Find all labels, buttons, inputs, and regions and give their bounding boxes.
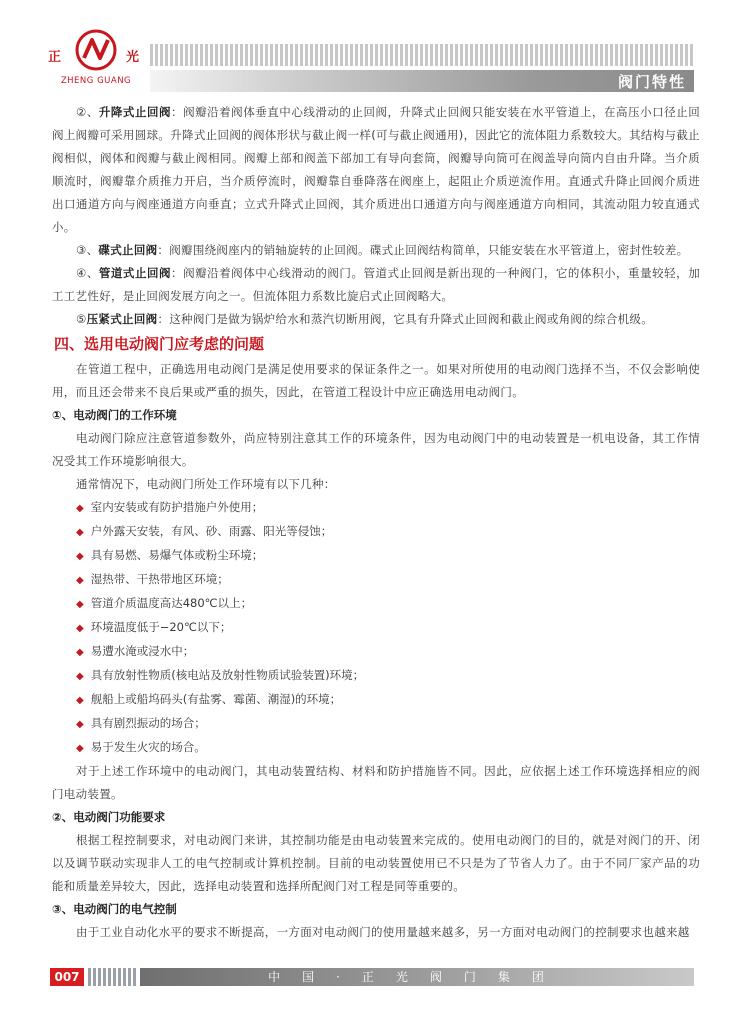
section-heading: 四、选用电动阀门应考虑的问题: [54, 335, 265, 353]
item-number: ⑤: [76, 312, 87, 326]
header-stripes: [150, 44, 694, 66]
logo-char-left: 正: [48, 50, 62, 65]
company-logo: [42, 28, 150, 90]
item-press-check-valve: [52, 308, 700, 331]
section-intro: 在管道工程中，正确选用电动阀门是满足使用要求的保证条件之一。如果对所使用的电动阀门选择不当，不仅会影响使用，而且还会带来不良后果或严重的损失，因此，在管道工程设计中应正确选用电动阀门。: [52, 362, 700, 399]
item-text: ：这种阀门是做为锅炉给水和蒸汽切断用阀，它具有升降式止回阀和截止阀或角阀的综合机级。: [157, 312, 654, 326]
diamond-bullet-icon: ◆: [76, 575, 84, 586]
paragraph: 由于工业自动化水平的要求不断提高，一方面对电动阀门的使用量越来越多，另一方面对电动阀门的控制要求也越来越: [76, 925, 690, 939]
item-number: ②、: [76, 105, 99, 119]
item-keyword: 管道式止回阀: [98, 266, 172, 280]
diamond-bullet-icon: ◆: [76, 743, 84, 754]
page-number: 007: [50, 968, 84, 986]
item-butterfly-check-valve: [52, 239, 700, 262]
footer-bar: [140, 968, 694, 986]
footer-company: 中国·正光阀门集团: [268, 970, 566, 984]
diamond-bullet-icon: ◆: [76, 599, 84, 610]
diamond-bullet-icon: ◆: [76, 719, 84, 730]
diamond-bullet-icon: ◆: [76, 671, 84, 682]
list-item: ◆ 环境温度低于−20℃以下；: [76, 620, 232, 634]
list-item: ◆ 湿热带、干热带地区环境；: [76, 572, 229, 586]
page-title: 阀门特性: [617, 73, 686, 91]
subsection-heading-function: ②、电动阀门功能要求: [52, 810, 166, 824]
logo-english: ZHENG GUANG: [60, 76, 132, 86]
item-text: ：阀瓣沿着阀体中心线滑动的阀门。管道式止回阀是新出现的一种阀门，它的体积小，重量较轻，加工工艺性好，是止回阀发展方向之一。但流体阻力系数比旋启式止回阀略大。: [52, 266, 700, 303]
item-text: ：阀瓣沿着阀体垂直中心线滑动的止回阀，升降式止回阀只能安装在水平管道上，在高压小口径止回阀上阀瓣可采用圆球。升降式止回阀的阀体形状与截止阀一样(可与截止阀通用)，因此它的流体阻力系数较大。其结构与截止阀相似，阀体和阀瓣与截止阀相同。阀瓣上部和阀盖下部加工有导向套筒，阀瓣导向筒可在阀盖导向筒内自由升降。当介质顺流时，阀瓣靠介质推力开启，当介质停流时，阀瓣靠自垂降落在阀座上，起阻止介质逆流作用。直通式升降止回阀介质进出口通道方向与阀座通道方向垂直；立式升降式止回阀，其介质进出口通道方向与阀座通道方向相同，其流动阻力较直通式小。: [52, 105, 700, 234]
page-content: [52, 101, 700, 944]
list-item: ◆ 易于发生火灾的场合。: [76, 740, 206, 754]
list-item: ◆ 舰船上或船坞码头(有盐雾、霉菌、潮湿)的环境；: [76, 692, 342, 706]
item-number: ④、: [76, 266, 99, 280]
item-text: ：阀瓣围绕阀座内的销轴旋转的止回阀。碟式止回阀结构简单，只能安装在水平管道上，密封性较差。: [157, 243, 689, 257]
environment-list: [52, 496, 700, 760]
subsection-heading-electrical-control: ③、电动阀门的电气控制: [52, 902, 177, 916]
header-bar: [150, 70, 694, 92]
footer-stripes: [88, 968, 138, 986]
diamond-bullet-icon: ◆: [76, 695, 84, 706]
list-item: ◆ 管道介质温度高达480℃以上；: [76, 596, 253, 610]
paragraph: 根据工程控制要求，对电动阀门来讲，其控制功能是由电动装置来完成的。使用电动阀门的目的，就是对阀门的开、闭以及调节联动实现非人工的电气控制或计算机控制。目前的电动装置使用已不只是为了节省人力了。由于不同厂家产品的功能和质量差异较大，因此，选择电动装置和选择所配阀门对工程是同等重要的。: [52, 833, 700, 893]
item-keyword: 碟式止回阀: [98, 243, 158, 257]
zhengguang-logo-icon: [74, 28, 118, 72]
diamond-bullet-icon: ◆: [76, 623, 84, 634]
item-keyword: 压紧式止回阀: [86, 312, 158, 326]
logo-char-right: 光: [126, 50, 140, 65]
diamond-bullet-icon: ◆: [76, 551, 84, 562]
subsection-heading-environment: ①、电动阀门的工作环境: [52, 408, 177, 422]
list-item: ◆ 具有放射性物质(核电站及放射性物质试验装置)环境；: [76, 668, 365, 682]
list-item: ◆ 易遭水淹或浸水中；: [76, 644, 195, 658]
list-item: ◆ 具有易燃、易爆气体或粉尘环境；: [76, 548, 264, 562]
diamond-bullet-icon: ◆: [76, 503, 84, 514]
item-number: ③、: [76, 243, 99, 257]
list-item: ◆ 具有剧烈振动的场合；: [76, 716, 206, 730]
paragraph: 对于上述工作环境中的电动阀门，其电动装置结构、材料和防护措施皆不同。因此，应依据上述工作环境选择相应的阀门电动装置。: [52, 764, 700, 801]
paragraph: 电动阀门除应注意管道参数外，尚应特别注意其工作的环境条件，因为电动阀门中的电动装置是一机电设备，其工作情况受其工作环境影响很大。: [52, 431, 700, 468]
item-keyword: 升降式止回阀: [98, 105, 172, 119]
list-item: ◆ 户外露天安装，有风、砂、雨露、阳光等侵蚀；: [76, 524, 333, 538]
item-pipeline-check-valve: [52, 262, 700, 308]
diamond-bullet-icon: ◆: [76, 527, 84, 538]
paragraph: 通常情况下，电动阀门所处工作环境有以下几种：: [76, 477, 336, 491]
list-item: ◆ 室内安装或有防护措施户外使用；: [76, 500, 264, 514]
diamond-bullet-icon: ◆: [76, 647, 84, 658]
item-lift-check-valve: [52, 101, 700, 239]
